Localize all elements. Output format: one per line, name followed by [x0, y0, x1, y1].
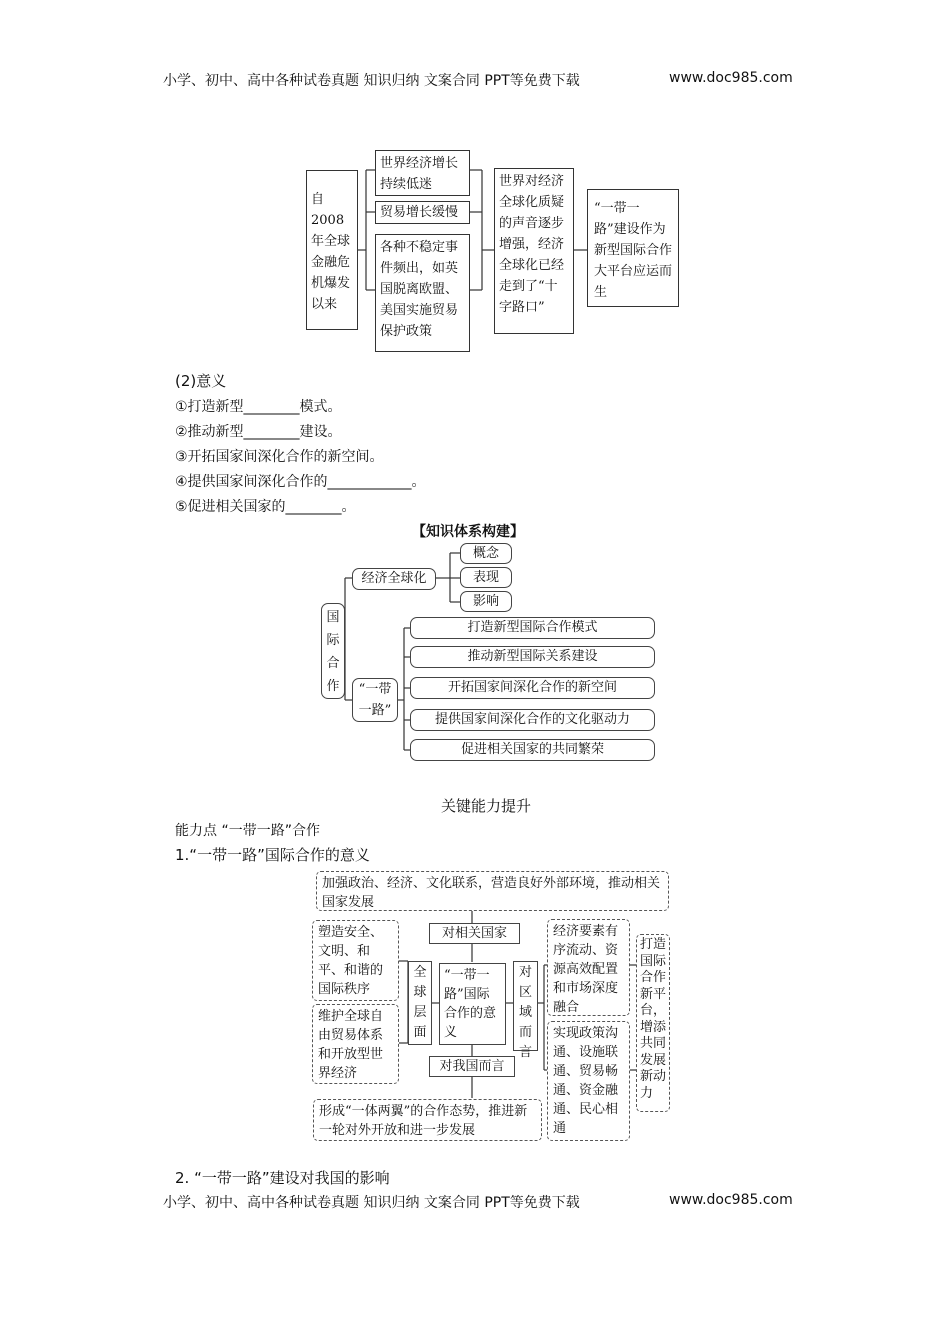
diagram-right-box-economy: 经济要素有序流动、资源高效配置和市场深度融合 [547, 919, 630, 1016]
significance-item-3: ③开拓国家间深化合作的新空间。 [175, 449, 384, 465]
page-header-url[interactable]: www.doc985.com [669, 70, 793, 86]
significance-item-1: ①打造新型________模式。 [175, 399, 342, 415]
flow-result-box: “一带一路”建设作为新型国际合作大平台应运而生 [587, 189, 679, 307]
page-footer-url[interactable]: www.doc985.com [669, 1192, 793, 1208]
knowledge-br-item-2: 推动新型国际关系建设 [410, 646, 655, 668]
knowledge-title: 【知识体系构建】 [412, 524, 524, 540]
diagram-left-box-order: 塑造安全、文明、和平、和谐的国际秩序 [312, 920, 399, 1001]
diagram-label-related-countries: 对相关国家 [429, 923, 520, 944]
knowledge-branch-globalization: 经济全球化 [352, 568, 436, 590]
knowledge-item-performance: 表现 [460, 567, 512, 588]
diagram-label-regional: 对区域而言 [513, 961, 538, 1051]
knowledge-root: 国际合作 [321, 603, 345, 699]
page-footer-text: 小学、初中、高中各种试卷真题 知识归纳 文案合同 PPT等免费下载 [163, 1195, 580, 1211]
knowledge-branch-belt-road: “一带一路” [352, 678, 398, 722]
diagram-right-box-connectivity: 实现政策沟通、设施联通、贸易畅通、资金融通、民心相通 [547, 1021, 630, 1141]
flow-reason-1: 世界经济增长持续低迷 [375, 150, 470, 196]
significance-heading: (2)意义 [175, 372, 227, 390]
significance-item-4: ④提供国家间深化合作的____________。 [175, 474, 426, 490]
significance-item-5: ⑤促进相关国家的________。 [175, 499, 356, 515]
flow-reason-3: 各种不稳定事件频出，如英国脱离欧盟、美国实施贸易保护政策 [375, 234, 470, 352]
knowledge-br-item-1: 打造新型国际合作模式 [410, 617, 655, 639]
diagram-label-global: 全球层面 [408, 961, 432, 1045]
diagram-top-box: 加强政治、经济、文化联系，营造良好外部环境，推动相关国家发展 [316, 871, 669, 911]
diagram-far-right-box: 打造国际合作新平台，增添共同发展新动力 [636, 934, 670, 1112]
flow-reason-2: 贸易增长缓慢 [375, 201, 470, 224]
knowledge-item-influence: 影响 [460, 591, 512, 612]
knowledge-br-item-4: 提供国家间深化合作的文化驱动力 [410, 709, 655, 731]
significance-item-2: ②推动新型________建设。 [175, 424, 342, 440]
page-header-text: 小学、初中、高中各种试卷真题 知识归纳 文案合同 PPT等免费下载 [163, 73, 580, 89]
knowledge-br-item-3: 开拓国家间深化合作的新空间 [410, 677, 655, 699]
diagram-label-our-country: 对我国而言 [429, 1056, 515, 1077]
ability-point: 能力点 “一带一路”合作 [175, 823, 320, 839]
knowledge-br-item-5: 促进相关国家的共同繁荣 [410, 739, 655, 761]
flow-start-box: 自2008年全球金融危机爆发以来 [306, 170, 358, 330]
ability-title: 关键能力提升 [441, 797, 532, 815]
flow-middle-box: 世界对经济全球化质疑的声音逐步增强，经济全球化已经走到了“十字路口” [494, 168, 574, 334]
diagram-center-box: “一带一路”国际合作的意义 [439, 963, 506, 1045]
ability-sub-2: 2. “一带一路”建设对我国的影响 [175, 1169, 390, 1187]
knowledge-item-concept: 概念 [460, 543, 512, 564]
diagram-left-box-free-trade: 维护全球自由贸易体系和开放型世界经济 [312, 1004, 399, 1084]
diagram-bottom-box: 形成“一体两翼”的合作态势，推进新一轮对外开放和进一步发展 [313, 1099, 542, 1141]
ability-sub-1: 1.“一带一路”国际合作的意义 [175, 846, 370, 864]
